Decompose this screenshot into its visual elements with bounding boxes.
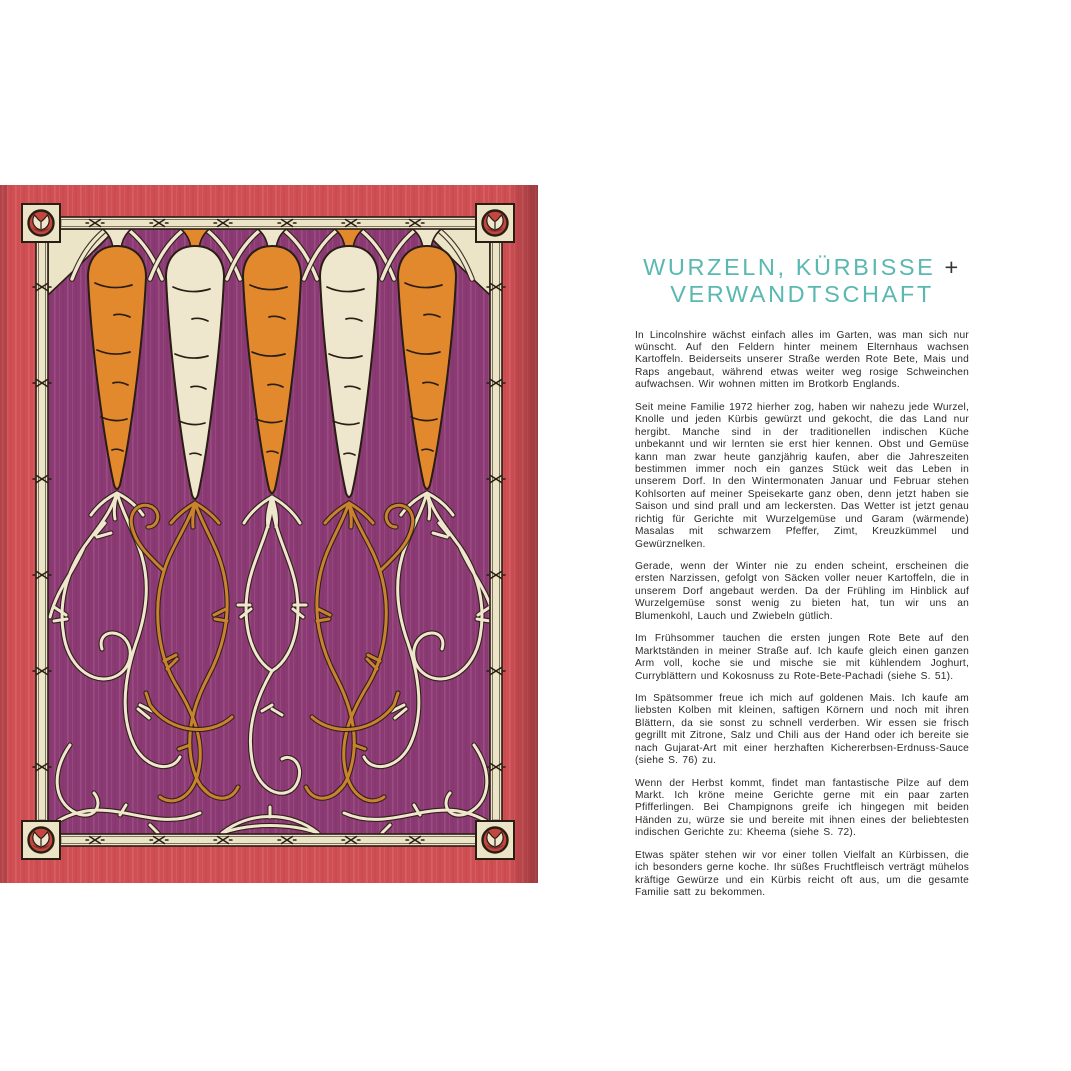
paragraph: Wenn der Herbst kommt, findet man fantastische Pilze auf dem Markt. Ich kröne meine Gerichte gerne mit ein paar zarten Pfifferlingen. Bei Champignons greife ich hingegen mit beiden Händen zu, würze sie und bereite mit ihnen eines der beliebtesten indischen Gerichte zu: Kheema (siehe S. 72).: [635, 777, 969, 839]
paragraph: Etwas später stehen wir vor einer tollen Vielfalt an Kürbissen, die ich besonders gerne koche. Ihr süßes Fruchtfleisch verträgt mühelos kräftige Gewürze und ein Kürbis reicht oft aus, um die gesamte Familie satt zu bekommen.: [635, 849, 969, 899]
chapter-title: [635, 254, 969, 308]
paragraph: Im Frühsommer tauchen die ersten jungen Rote Bete auf den Marktständen in meiner Straße auf. Ich kaufe gleich einen ganzen Arm voll, koche sie und mische sie mit kühlendem Joghurt, Curryblättern und Kokosnuss zu Rote-Bete-Pachadi (siehe S. 51).: [635, 633, 969, 682]
paragraph: Gerade, wenn der Winter nie zu enden scheint, erscheinen die ersten Narzissen, gefolgt von Säcken voller neuer Kartoffeln, die in unserem Dorf angebaut werden. Da der Frühling im Hinblick auf Wurzelgemüse sonst wenig zu bieten hat, tun wir uns an Blumenkohl, Lauch und Zwiebeln gütlich.: [635, 561, 969, 622]
text-page: [538, 0, 1071, 1071]
flower-medallion-icon: [22, 821, 60, 859]
chapter-body: [635, 330, 969, 900]
paragraph: Im Spätsommer freue ich mich auf goldenen Mais. Ich kaufe am liebsten Kolben mit kleinen, saftigen Körnern und noch mit ihren Blättern, da sie sonst zu schnell verderben. Wir essen sie frisch gegrillt mit Zitrone, Salz und Chili aus der Hand oder ich bereite sie nach Gujarat-Art mit einer herzhaften Kichererbsen-Erdnuss-Sauce (siehe S. 76) zu.: [635, 692, 969, 767]
paragraph: Seit meine Familie 1972 hierher zog, haben wir nahezu jede Wurzel, Knolle und jeden Kürbis gewürzt und gekocht, die das Land nur hergibt. Manche sind in der traditionellen indischen Küche unbekannt und wir lernten sie erst hier kennen. Obst und Gemüse kann man zwar heute ganzjährig kaufen, aber die Jahreszeiten bestimmen immer noch ein ganzes Stück weit das Leben in unserem Dorf. In den Wintermonaten Januar und Februar stehen Kohlsorten auf meiner Speisekarte ganz oben, denn jetzt haben sie Saison und sind prall und am leckersten. Das Wetter ist jetzt genau richtig für Gerichte mit Wurzelgemüse und Garam (wärmende) Masalas mit schwarzem Pfeffer, Zimt, Kreuzkümmel und Gewürznelken.: [635, 401, 969, 550]
text-column: [635, 0, 969, 910]
paragraph: In Lincolnshire wächst einfach alles im Garten, was man sich nur wünscht. Auf den Feldern hinter meinem Elternhaus wachsen Kartoffeln. Beiderseits unserer Straße werden Rote Bete, Mais und Raps angebaut, während etwas weiter weg rosige Schweinchen aufwachsen. Wir wohnen mitten im Brotkorb Englands.: [635, 329, 969, 391]
carrot-illustration: [0, 185, 538, 883]
flower-medallion-icon: [476, 204, 514, 242]
flower-medallion-icon: [22, 204, 60, 242]
chapter-title-line1: WURZELN, KÜRBISSE: [643, 254, 936, 280]
illustration-page: [0, 185, 538, 883]
chapter-title-line2: VERWANDTSCHAFT: [670, 280, 934, 307]
flower-medallion-icon: [476, 821, 514, 859]
chapter-title-plus: +: [944, 254, 961, 280]
